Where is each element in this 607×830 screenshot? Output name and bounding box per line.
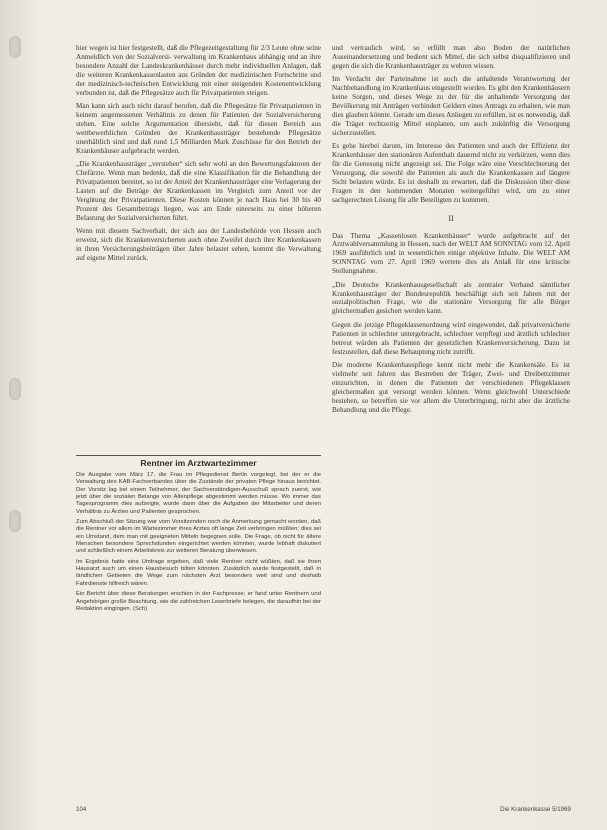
binder-holes xyxy=(0,0,60,830)
right-paragraph: Die moderne Krankenhauspflege kennt nicht mehr die Krankensäle. Es ist vielmehr seit Jahren das Bestreben der Träger, Zwei- und Dreibettzimmer einzurichten, in denen die Patienten der verschiedenen Pflegeklassen gleichermaßen gut versorgt werden können. Wenn gleichwohl Unterschiede bestehen, so betreffen sie vor allem die Unterbringung, nicht aber die ärztliche Behandlung und die Pflege. xyxy=(332,361,570,414)
right-paragraph: „Die Deutsche Krankenhausgesellschaft als zentraler Verband sämtlicher Krankenhausträger der Bundesrepublik beschäftigt sich seit Jahren mit der sozialpolitischen Frage, wie die stationäre Versorgung für alle Bürger gleichermaßen gesichert werden kann. xyxy=(332,280,570,316)
right-paragraph: Gegen die jetzige Pflegeklassenordnung wird eingewendet, daß privatversicherte Patienten in schlechter untergebracht, schlechter verpflegt und ärztlich schlechter betreut würden als Patienten der gesetzlichen Krankenversicherung. Dazu ist festzustellen, daß diese Behauptung nicht zutrifft. xyxy=(332,320,570,356)
sidebar-paragraph: Zum Abschluß der Sitzung war vom Vorsitzenden noch die Anmerkung gemacht worden, daß die Rentner vor allem im Wartezimmer ihres Arztes oft lange Zeit verbringen müßten; dies sei ein Umstand, dem man mit geeigneten Mitteln begegnen solle. Die Frage, ob nicht für ältere Menschen besondere Sprechstunden eingerichtet werden könnten, wurde lebhaft diskutiert und schließlich einem Arbeitskreis zur weiteren Beratung überwiesen. xyxy=(76,519,321,555)
right-paragraph: Es gehe hierbei darum, im Interesse des Patienten und auch der Effizienz der Krankenhäuser den stationären Aufenthalt dauernd nicht zu verkürzen, wenn dies für die Genesung nicht angezeigt sei. Die Folge wäre eine Verschlechterung der Versorgung, die sowohl die Patienten als auch die Krankenkassen auf längere Sicht belasten würde. Es ist deshalb zu erwarten, daß die Diskussion über diese Fragen in den kommenden Monaten weitergeführt wird, um zu einer sachgerechten Lösung für alle Beteiligten zu kommen. xyxy=(332,142,570,204)
left-paragraph: Wenn mit diesem Sachverhalt, der sich aus der Landesbehörde von Hessen auch erweist, sich die Krankenversicherten auch ohne Zweifel durch ihre Krankenkassen in ihren Versicherungsbeiträgen über Jahre belastet sehen, kommt die Verwaltung auf eigene Mittel zurück. xyxy=(76,227,321,262)
sidebar-paragraph: Ein Bericht über diese Beratungen erschien in der Fachpresse; er fand unter Rentnern und Angehörigen große Beachtung, wie die zahlreichen Leserbriefe belegen, die daraufhin bei der Redaktion eingingen. (Sch) xyxy=(76,591,321,612)
sidebar-paragraph: Die Ausgabe vom März 17, die Frau im Pflegedienst Berlin vorgelegt, bei der er die Verwaltung des KAB-Fachverbandes über die Zustände der privaten Pflege hinaus berichtet. Der Vorsitz lag bei einem Teilnehmer, der Sachverständigen-Ausschuß sprach zuerst, wie jetzt über die sozialen Belange von Altenpflege abgestimmt werden müsse. Wo immer das Tagesprogramm dies aufzeigte, wurde dann über die Aufgaben der Mitarbeiter und deren Verhältnis zu Ärzten und Patienten gesprochen. xyxy=(76,472,321,515)
sidebar-article-title: Rentner im Arztwartezimmer xyxy=(140,458,257,468)
journal-reference: Die Krankenkasse 5/1969 xyxy=(500,806,571,813)
sidebar-article xyxy=(76,455,321,777)
right-column xyxy=(332,44,570,419)
left-column xyxy=(76,44,321,267)
left-paragraph: hier wegen ist hier festgestellt, daß die Pflegezeitgestaltung für 2/3 Leute ohne seine Anmeldlich von der Sozialversi- verwaltung im Krankenhaus abhängig und an ihre besondere Anzahl der Landeskrankenhäuser durch mehr individuellen Anlagen, daß die weiteren Krankenkassenlasten aus Gründen der medizinischen Fortschritte und der medizinisch-technischen Entwicklung mit einer steigenden Kostenentwicklung verbunden ist, daß die Pflegesätze auch für Privatpatienten steigen. xyxy=(76,44,321,97)
section-number: II xyxy=(448,213,454,223)
page-number: 104 xyxy=(76,806,87,813)
page-footer xyxy=(76,806,571,818)
binder-hole xyxy=(9,378,21,400)
left-paragraph: Man kann sich auch nicht darauf berufen, daß die Pflegesätze für Privatpatienten in keinem angemessenen Verhältnis zu denen für Patienten der Sozialversicherung stehen. Eine solche Argumentation übersieht, daß für diesen Bereich aus wettbewerblichen Gründen der Krankenhausträger bestehende Pflegesätze unerhältlich sind und daß rund 1,5 Milliarden Mark Zuschüsse für den Betrieb der Krankenhäuser aufgebracht werden. xyxy=(76,102,321,155)
right-paragraph: und vertraulich wird, so erfüllt man also Boden der natürlichen Auseinandersetzung und bedient sich Mittel, die sich selbst disqualifizieren und gegen die sich die Krankenhausträger zu wehren wissen. xyxy=(332,44,570,70)
right-paragraph: Das Thema „Kassenlosen Krankenhäuser“ wurde aufgebracht auf der Arztwahlversammlung in Hessen, nach der WELT AM SONNTAG vom 12. April 1969 ausführlich und in wesentlichen einige objektive Inhalte. Die WELT AM SONNTAG vom 27. April 1969 wertete dies als Anlaß für eine kritische Stellungnahme. xyxy=(332,231,570,276)
left-paragraph: „Die Krankenhausträger „verstehen“ sich sehr wohl an den Bewertungsfaktoren der Chefärzte. Wenn man bedenkt, daß die eine Klassifikation für die Behandlung der Privatpatienten bereitet, so ist der Anteil der Krankenhausträger eine Verlagerung der Lasten auf die Beträge der Krankenkassen im Vergleich zum Anteil vor der Vergütung der Privatpatienten. Diese Kosten können je nach Haus bei 30 bis 40 Prozent des Gesamtbetrags liegen, was am Ende einerseits zu einer höheren Belastung der Sozialversicherten führt. xyxy=(76,160,321,222)
binder-hole xyxy=(9,36,21,58)
sidebar-paragraph: Im Ergebnis hatte eine Umfrage ergeben, daß viele Rentner nicht wüßten, daß sie ihren Hausarzt auch um einen Hausbesuch bitten könnten. Zusätzlich wurde festgestellt, daß in ländlichen Gebieten die Wege zum nächsten Arzt besonders weit sind und deshalb Fahrdienste hilfreich wären. xyxy=(76,558,321,587)
binder-hole xyxy=(9,510,21,532)
right-paragraph: Im Verdacht der Parteinahme ist auch die anhaltende Verantwortung der Nachbehandlung im Krankenhaus eingestellt worden. Es gibt den Krankenhäusern keine Sorgen, und dieses Wege zu der für die anhaltende Versorgung der Bevölkerung mit Anträgen verhindert Geldern eines Antrags zu erhalten, wie man dies glauben könnte. Gerade um dieses Anliegen zu erfüllen, ist es notwendig, daß die Träger rechtzeitig Mittel einplanen, um auch zukünftig die Versorgung sicherzustellen. xyxy=(332,75,570,137)
